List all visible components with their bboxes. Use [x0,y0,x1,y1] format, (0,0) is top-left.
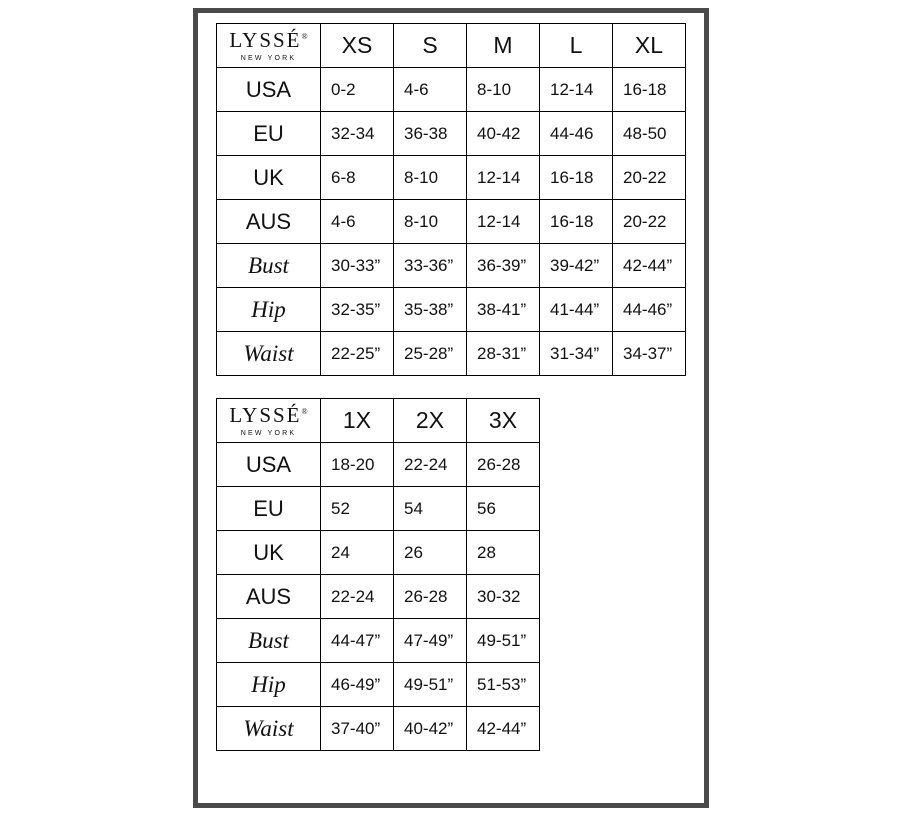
registered-mark: ® [301,31,308,41]
cell-waist-xl: 34-37” [613,332,686,376]
cell-uk-m: 12-14 [467,156,540,200]
empty-cell [540,399,613,443]
empty-cell [613,663,686,707]
cell-usa-s: 4-6 [394,68,467,112]
column-header-xl: XL [613,24,686,68]
row-label-aus: AUS [217,200,321,244]
cell-usa-l: 12-14 [540,68,613,112]
cell-aus-xl: 20-22 [613,200,686,244]
cell-uk-s: 8-10 [394,156,467,200]
table-row [217,200,686,244]
cell-eu-3x: 56 [467,487,540,531]
empty-cell [540,487,613,531]
size-chart-frame [193,8,709,808]
cell-eu-xs: 32-34 [321,112,394,156]
row-label-bust: Bust [217,619,321,663]
table-row [217,244,686,288]
cell-uk-2x: 26 [394,531,467,575]
cell-waist-1x: 37-40” [321,707,394,751]
cell-waist-l: 31-34” [540,332,613,376]
cell-usa-2x: 22-24 [394,443,467,487]
cell-bust-xl: 42-44” [613,244,686,288]
empty-cell [540,531,613,575]
empty-cell [613,707,686,751]
row-label-hip: Hip [217,288,321,332]
column-header-s: S [394,24,467,68]
empty-cell [613,619,686,663]
cell-aus-1x: 22-24 [321,575,394,619]
row-label-uk: UK [217,156,321,200]
row-label-waist: Waist [217,707,321,751]
column-header-m: M [467,24,540,68]
table-row [217,68,686,112]
table-row [217,332,686,376]
table-header-row [217,399,686,443]
column-header-l: L [540,24,613,68]
brand-logo [219,27,318,62]
empty-cell [540,619,613,663]
empty-cell [613,399,686,443]
cell-aus-s: 8-10 [394,200,467,244]
row-label-uk: UK [217,531,321,575]
cell-uk-3x: 28 [467,531,540,575]
table-row [217,707,686,751]
cell-hip-2x: 49-51” [394,663,467,707]
cell-aus-xs: 4-6 [321,200,394,244]
table-row [217,156,686,200]
cell-hip-1x: 46-49” [321,663,394,707]
column-header-xs: XS [321,24,394,68]
table-spacer [216,376,686,398]
cell-waist-3x: 42-44” [467,707,540,751]
cell-usa-1x: 18-20 [321,443,394,487]
table-row [217,112,686,156]
table-row [217,288,686,332]
cell-eu-m: 40-42 [467,112,540,156]
column-header-1x: 1X [321,399,394,443]
cell-usa-xl: 16-18 [613,68,686,112]
row-label-usa: USA [217,68,321,112]
column-header-2x: 2X [394,399,467,443]
table-row [217,663,686,707]
table-row [217,575,686,619]
row-label-usa: USA [217,443,321,487]
brand-name-text: LYSSÉ [229,402,302,427]
cell-aus-m: 12-14 [467,200,540,244]
cell-uk-1x: 24 [321,531,394,575]
table-header-row [217,24,686,68]
cell-uk-xl: 20-22 [613,156,686,200]
cell-usa-m: 8-10 [467,68,540,112]
cell-hip-xl: 44-46” [613,288,686,332]
cell-bust-xs: 30-33” [321,244,394,288]
row-label-eu: EU [217,487,321,531]
cell-usa-3x: 26-28 [467,443,540,487]
empty-cell [613,487,686,531]
empty-cell [613,531,686,575]
cell-aus-l: 16-18 [540,200,613,244]
row-label-hip: Hip [217,663,321,707]
brand-tagline: NEW YORK [240,54,297,62]
cell-waist-xs: 22-25” [321,332,394,376]
cell-waist-m: 28-31” [467,332,540,376]
cell-eu-s: 36-38 [394,112,467,156]
brand-name [229,27,308,52]
cell-uk-xs: 6-8 [321,156,394,200]
standard-size-table [216,23,686,376]
cell-aus-2x: 26-28 [394,575,467,619]
brand-logo [219,402,318,437]
empty-cell [613,575,686,619]
cell-bust-l: 39-42” [540,244,613,288]
empty-cell [540,663,613,707]
size-chart-content [216,23,686,751]
cell-bust-3x: 49-51” [467,619,540,663]
empty-cell [540,575,613,619]
table-row [217,619,686,663]
cell-eu-xl: 48-50 [613,112,686,156]
cell-usa-xs: 0-2 [321,68,394,112]
cell-waist-s: 25-28” [394,332,467,376]
cell-hip-xs: 32-35” [321,288,394,332]
row-label-aus: AUS [217,575,321,619]
brand-name [229,402,308,427]
column-header-3x: 3X [467,399,540,443]
row-label-bust: Bust [217,244,321,288]
cell-bust-1x: 44-47” [321,619,394,663]
cell-hip-3x: 51-53” [467,663,540,707]
cell-uk-l: 16-18 [540,156,613,200]
row-label-waist: Waist [217,332,321,376]
brand-name-text: LYSSÉ [229,27,302,52]
cell-waist-2x: 40-42” [394,707,467,751]
row-label-eu: EU [217,112,321,156]
brand-tagline: NEW YORK [240,429,297,437]
empty-cell [540,707,613,751]
cell-hip-s: 35-38” [394,288,467,332]
cell-aus-3x: 30-32 [467,575,540,619]
brand-logo-cell [217,24,321,68]
table-row [217,443,686,487]
empty-cell [613,443,686,487]
cell-bust-2x: 47-49” [394,619,467,663]
cell-bust-s: 33-36” [394,244,467,288]
table-row [217,531,686,575]
cell-bust-m: 36-39” [467,244,540,288]
cell-eu-2x: 54 [394,487,467,531]
cell-eu-1x: 52 [321,487,394,531]
table-row [217,487,686,531]
cell-hip-m: 38-41” [467,288,540,332]
cell-eu-l: 44-46 [540,112,613,156]
cell-hip-l: 41-44” [540,288,613,332]
registered-mark: ® [301,406,308,416]
brand-logo-cell [217,399,321,443]
empty-cell [540,443,613,487]
plus-size-table [216,398,686,751]
